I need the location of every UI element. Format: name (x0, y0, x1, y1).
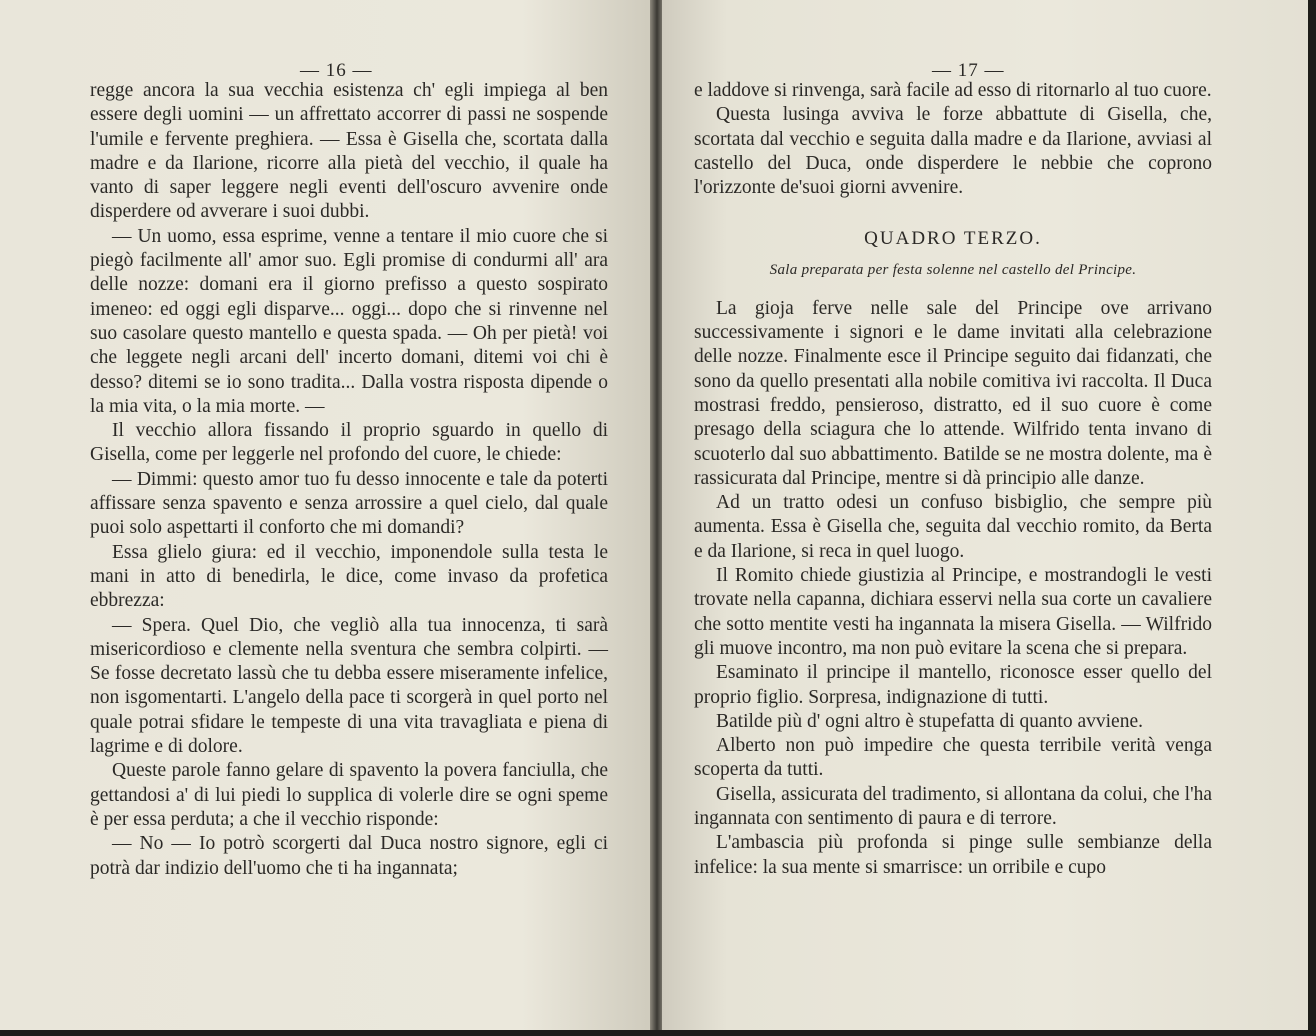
page-number-left: — 16 — (300, 60, 373, 81)
paragraph: L'ambascia più profonda si pinge sulle sembianze della infelice: la sua mente si smarrisce: un orribile e cupo (694, 832, 1212, 878)
paragraph: Questa lusinga avviva le forze abbattute di Gisella, che, scortata dal vecchio e seguita dalla madre e da Ilarione, avviasi al castello del Duca, onde disperdere le nebbie che coprono l'orizzonte de'suoi giorni avvenire. (694, 104, 1212, 199)
paragraph: Essa glielo giura: ed il vecchio, imponendole sulla testa le mani in atto di benedirla, le dice, come invaso da profetica ebbrezza: (90, 541, 608, 612)
paragraph: — No — Io potrò scorgerti dal Duca nostro signore, egli ci potrà dar indizio dell'uomo che ti ha ingannata; (90, 833, 608, 879)
paragraph: — Spera. Quel Dio, che vegliò alla tua innocenza, ti sarà misericordioso e clemente nella sventura che sembra colpirti. — Se fosse decretato lassù che tu debba essere miseramente infelice, non isgomentarti. L'angelo della pace ti scorgerà in quel porto nel quale potrai sfidare le tempeste di una vita travagliata e piena di lagrime e di dolore. (90, 614, 608, 758)
paragraph: Esaminato il principe il mantello, riconosce esser quello del proprio figlio. Sorpresa, indignazione di tutti. (694, 662, 1212, 708)
right-page (662, 0, 1316, 1036)
paragraph: La gioja ferve nelle sale del Principe ove arrivano successivamente i signori e le dame invitati alla celebrazione delle nozze. Finalmente esce il Principe seguito dai fidanzati, che sono da quello presentati alla nobile comitiva ivi raccolta. Il Duca mostrasi freddo, pensieroso, distratto, ed il suo cuore è come presago della sciagura che lo attende. Wilfrido tenta invano di scuoterlo dal suo abbattimento. Batilde se ne mostra dolente, ma è rassicurata dal Principe, mentre si dà principio alle danze. (694, 297, 1212, 489)
paragraph: Il Romito chiede giustizia al Principe, e mostrandogli le vesti trovate nella capanna, dichiara esservi nella sua corte un cavaliere che sotto mentite vesti ha ingannata la misera Gisella. — Wilfrido gli muove incontro, ma non può evitare la scena che si prepara. (694, 565, 1212, 659)
paragraph: — Dimmi: questo amor tuo fu desso innocente e tale da poterti affissare senza spavento e senza arrossire a quel cielo, dal quale puoi solo aspettarti il conforto che mi domandi? (90, 468, 608, 539)
paragraph: Gisella, assicurata del tradimento, si allontana da colui, che l'ha ingannata con sentimento di paura e di terrore. (694, 783, 1212, 830)
paragraph: Ad un tratto odesi un confuso bisbiglio, che sempre più aumenta. Essa è Gisella che, seguita dal vecchio romito, da Berta e da Ilarione, si reca in quel luogo. (694, 492, 1212, 562)
scan-border-right (1308, 0, 1316, 1036)
paragraph: Batilde più d' ogni altro è stupefatta di quanto avviene. (716, 710, 1143, 732)
section-subtitle: Sala preparata per festa solenne nel castello del Principe. (769, 262, 1137, 279)
paragraph: regge ancora la sua vecchia esistenza ch' egli impiega al ben essere degli uomini — un affrettato accorrer di passi ne sospende l'umile e fervente preghiera. — Essa è Gisella che, scortata dalla madre e da Ilarione, ricorre alla pietà del vecchio, il quale ha vanto di saper leggere negli eventi dell'oscuro avvenire onde disperdere od avverare i suoi dubbi. (90, 80, 608, 223)
paragraph: e laddove si rinvenga, sarà facile ad esso di ritornarlo al tuo cuore. (694, 80, 1212, 101)
page-number-right: — 17 — (932, 60, 1005, 81)
scan-border-bottom (0, 1030, 1316, 1036)
section-heading: QUADRO TERZO. (864, 228, 1042, 250)
right-page-text (694, 79, 1212, 880)
left-page-text (90, 79, 608, 881)
paragraph: Il vecchio allora fissando il proprio sguardo in quello di Gisella, come per leggerle nel profondo del cuore, le chiede: (90, 420, 608, 466)
paragraph: Alberto non può impedire che questa terribile verità venga scoperta da tutti. (694, 735, 1212, 781)
left-page (0, 0, 652, 1036)
paragraph: Queste parole fanno gelare di spavento la povera fanciulla, che gettandosi a' di lui piedi lo supplica di volerle dire se ogni speme è per essa perduta; a che il vecchio risponde: (90, 760, 608, 830)
paragraph: — Un uomo, essa esprime, venne a tentare il mio cuore che si piegò facilmente all' amor suo. Egli promise di condurmi all' ara delle nozze: domani era il giorno prefisso a questo sospirato imeneo: ed oggi egli disparve... oggi... dopo che si rinvenne nel suo casolare questo mantello e questa spada. — Oh per pietà! voi che leggete negli arcani dell' incerto domani, ditemi voi chi è desso? ditemi se io sono tradita... Dalla vostra risposta dipende o la mia vita, o la mia morte. — (90, 225, 608, 417)
